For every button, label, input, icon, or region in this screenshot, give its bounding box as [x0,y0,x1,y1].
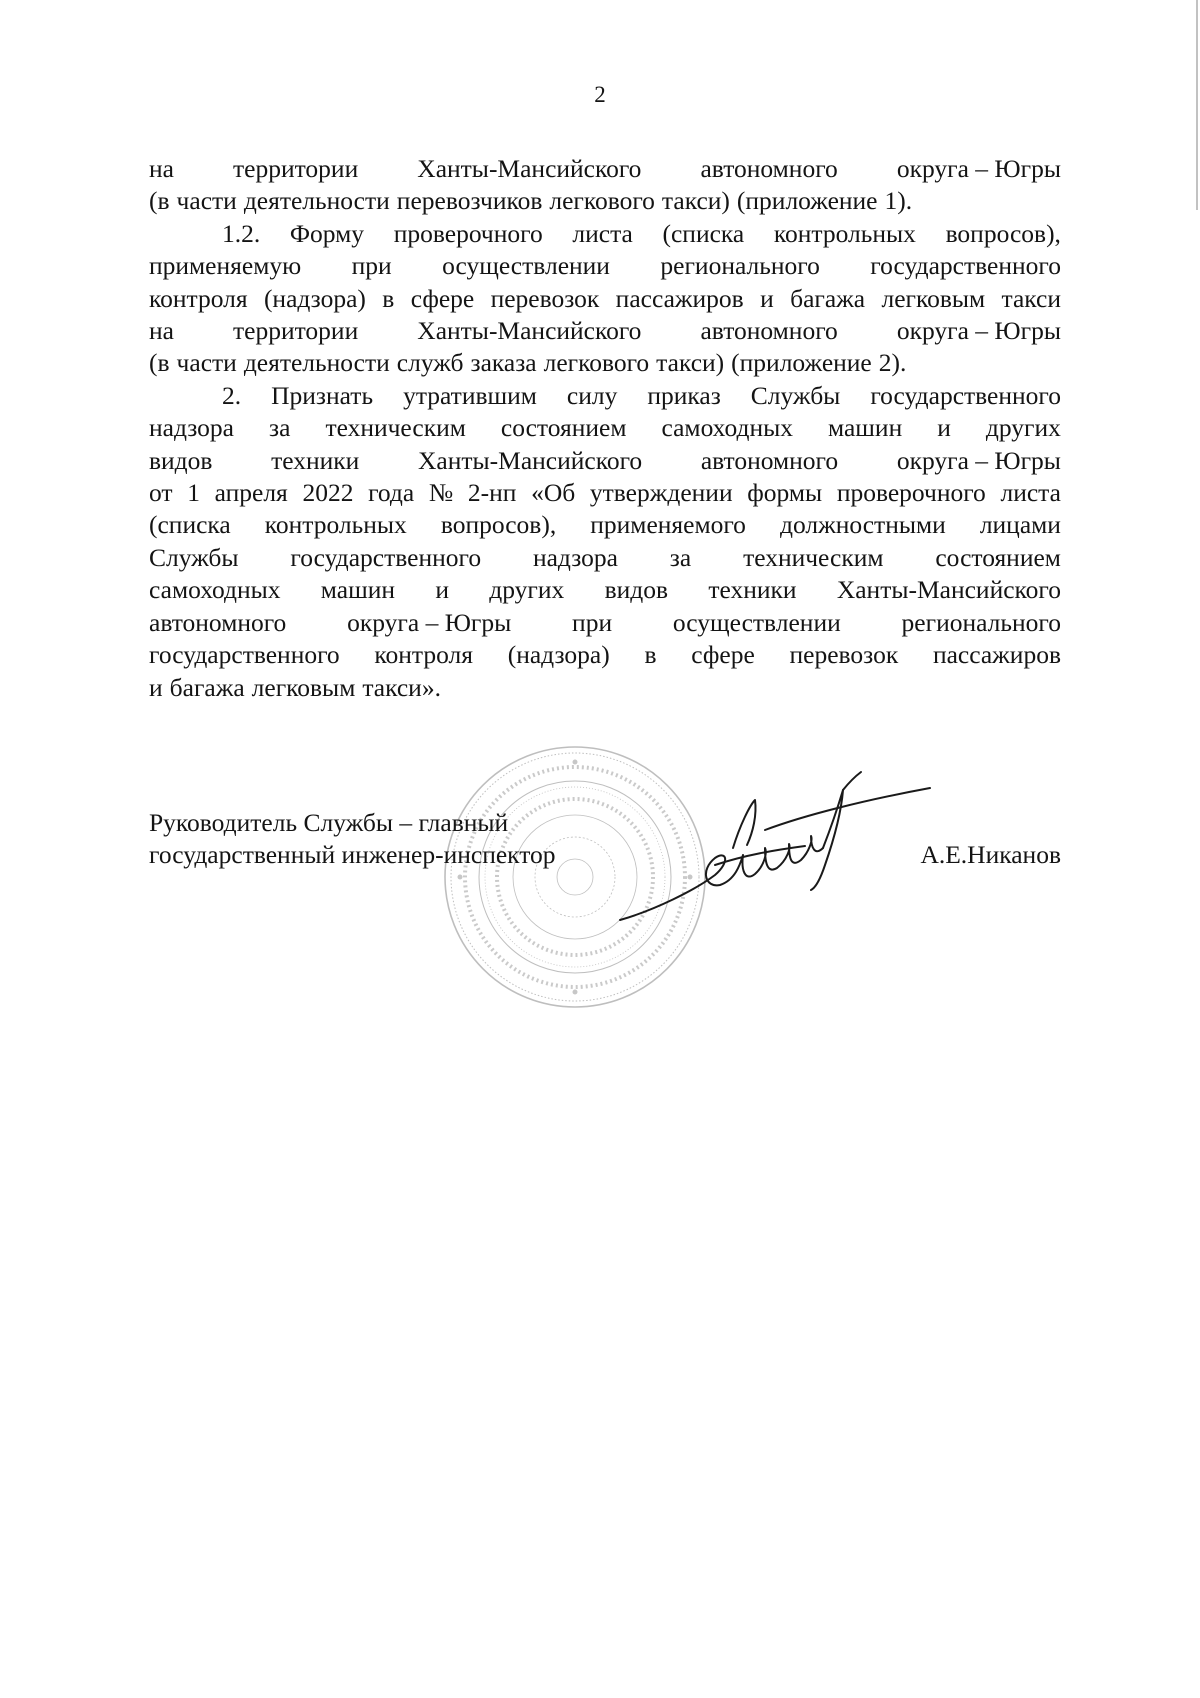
word: других [489,575,565,605]
word: и [435,575,449,605]
word: государственного [290,542,482,572]
word: автономного [700,445,839,475]
text-line [149,477,1061,509]
word: 2). [878,348,907,378]
word: проверочного [836,478,986,508]
word: (надзора) [263,283,366,313]
text-line [149,153,1061,185]
word: в [644,640,657,670]
word: при [351,251,392,281]
word: самоходных [149,575,281,605]
word: Службы [149,542,239,572]
word: утверждении [589,478,733,508]
word: Признать [271,380,374,410]
word: автономного [149,607,287,637]
word: машин [320,575,396,605]
signer-title [149,807,556,871]
word: применяемого [590,510,746,540]
word: видов [604,575,669,605]
word: контрольных [264,510,407,540]
word: состоянием [500,413,627,443]
word: государственного [870,380,1061,410]
text-line [149,445,1061,477]
word: за [269,413,291,443]
word: регионального [901,607,1061,637]
word: других [985,413,1061,443]
word: техники [708,575,797,605]
text-line [149,542,1061,574]
word: такси) [661,186,730,216]
word: листа [572,218,633,248]
word: на [149,154,174,183]
word: багажа [790,283,866,313]
word: листа [1000,478,1061,508]
word: проверочного [393,218,543,248]
word: (списка [149,510,231,540]
word: приказ [647,380,721,410]
text-line [149,380,1061,412]
word: округа – Югры [896,154,1061,183]
word: № [428,478,454,508]
word: перевозчиков [396,186,543,216]
text-line [149,672,1061,704]
word: (приложение [736,186,878,216]
word: контроля [149,283,248,313]
signer-title-line-2: государственный инженер-инспектор [149,840,556,869]
word: территории [233,154,359,183]
handwritten-signature [615,770,935,940]
word: техническим [743,542,884,572]
word: Форму [289,218,365,248]
word: надзора [532,542,618,572]
word: служб [396,348,464,378]
word: Ханты-Мансийского [417,154,642,183]
word: такси». [362,672,441,702]
text-line [149,607,1061,639]
word: Ханты-Мансийского [417,316,642,346]
word: вопросов), [945,218,1061,248]
word: деятельности [243,348,390,378]
word: вопросов), [440,510,557,540]
word: формы [747,478,823,508]
word: округа – Югры [896,445,1061,475]
word: и [937,413,951,443]
word: части [176,186,237,216]
word: применяемую [149,251,302,281]
word: осуществлении [672,607,841,637]
word: «Об [531,478,576,508]
word: техническим [325,413,466,443]
word: силу [566,380,618,410]
word: Ханты-Мансийского [836,575,1061,605]
word: в [382,283,395,313]
word: видов [149,445,213,475]
word: от [149,478,173,508]
word: такси) [656,348,725,378]
word: должностными [779,510,946,540]
word: надзора [149,413,234,443]
word: Службы [750,380,841,410]
word: багажа [169,672,245,702]
word: (приложение [731,348,872,378]
text-line [149,574,1061,606]
word: 1). [884,186,913,216]
word: года [368,478,415,508]
word: Ханты-Мансийского [418,445,643,475]
word: машин [828,413,903,443]
word: и [760,283,774,313]
word: государственного [870,251,1061,281]
word: территории [233,316,359,346]
text-line [149,218,1061,250]
word: перевозок [490,283,600,313]
word: (списка [662,218,745,248]
word: перевозок [789,640,899,670]
document-body [149,153,1061,704]
text-line [149,347,1061,379]
word: 2. [222,380,242,410]
word: округа – Югры [896,316,1061,346]
word: сфере [410,283,475,313]
word: легкового [549,186,655,216]
word: при [572,607,613,637]
word: такси [1001,283,1061,313]
word: осуществлении [442,251,610,281]
word: заказа [470,348,537,378]
word: автономного [700,154,838,183]
word: регионального [660,251,820,281]
word: легкового [543,348,650,378]
text-line [149,509,1061,541]
word: лицами [979,510,1061,540]
word: 1.2. [222,218,261,248]
word: легковым [251,672,356,702]
word: контроля [374,640,473,670]
word: (надзора) [507,640,610,670]
text-line [149,315,1061,347]
word: 2022 [302,478,354,508]
word: состоянием [935,542,1061,572]
word: и [149,672,163,702]
word: техники [271,445,360,475]
word: 1 [187,478,200,508]
word: (в [149,186,170,216]
word: сфере [691,640,755,670]
word: утратившим [403,380,537,410]
text-line [149,185,1061,217]
page-number: 2 [594,82,606,107]
text-line [149,250,1061,282]
word: за [669,542,692,572]
word: части [176,348,237,378]
word: (в [149,348,170,378]
word: государственного [149,640,340,670]
word: пассажиров [615,283,744,313]
word: апреля [214,478,288,508]
word: деятельности [243,186,390,216]
word: округа – Югры [347,607,512,637]
word: автономного [700,316,838,346]
word: самоходных [661,413,793,443]
signer-title-line-1: Руководитель Службы – главный [149,808,509,837]
signer-name: А.Е.Никанов [920,840,1061,869]
text-line [149,283,1061,315]
word: 2-нп [467,478,517,508]
word: контрольных [773,218,916,248]
word: легковым [881,283,986,313]
word: пассажиров [932,640,1061,670]
text-line [149,639,1061,671]
text-line [149,412,1061,444]
word: на [149,316,174,346]
